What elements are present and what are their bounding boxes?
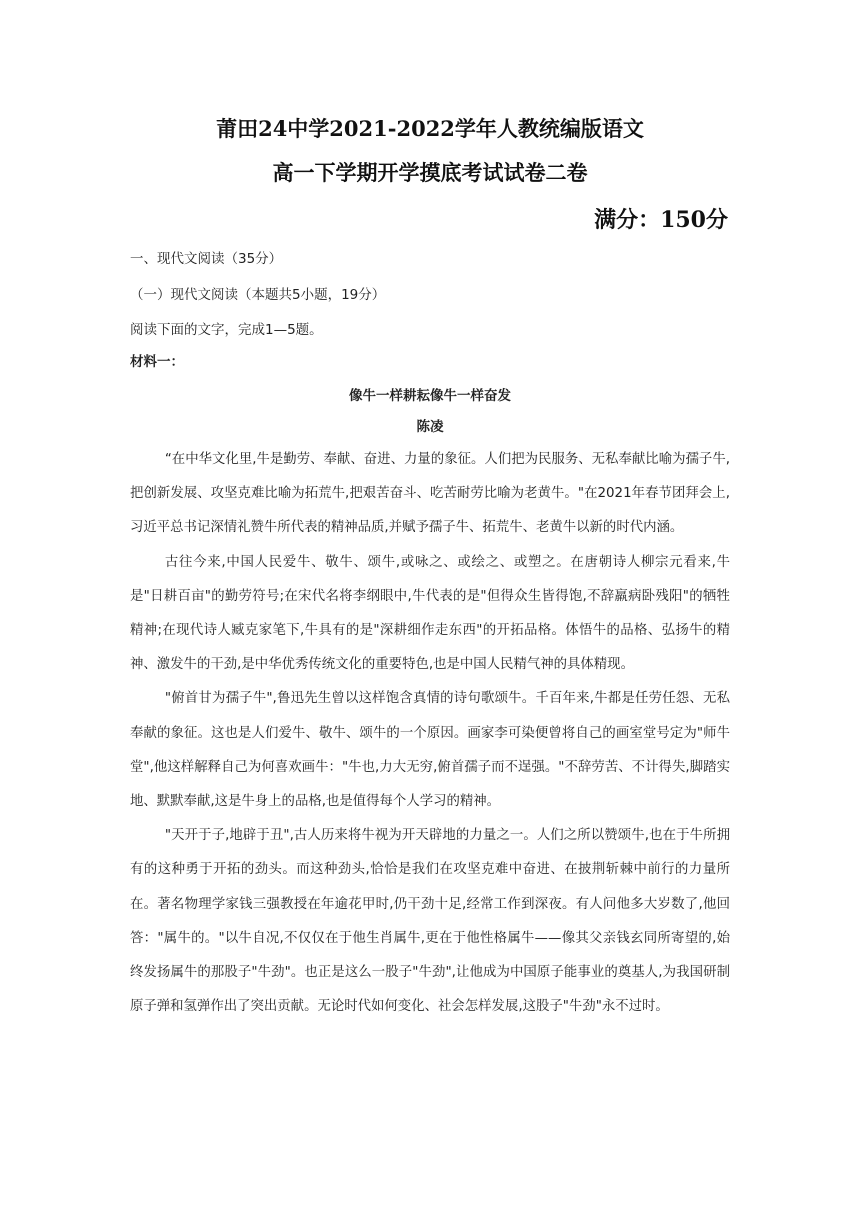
article-title: 像牛一样耕耘像牛一样奋发 — [349, 388, 511, 404]
article-paragraph: "俯首甘为孺子牛",鲁迅先生曾以这样饱含真情的诗句歌颂牛。千百年来,牛都是任劳任怨、无私奉献的象征。这也是人们爱牛、敬牛、颂牛的一个原因。画家李可染便曾将自己的画室堂号定为"师牛堂",他这样解释自己为何喜欢画牛："牛也,力大无穷,俯首孺子而不逞强。"不辞劳苦、不计得失,脚踏实地、默默奉献,这是牛身上的品格,也是值得每个人学习的精神。 — [130, 691, 730, 810]
reading-instruction: 阅读下面的文字，完成1—5题。 — [130, 322, 323, 338]
material-label: 材料一： — [130, 354, 184, 370]
section-heading: 一、现代文阅读（35分） — [130, 251, 283, 267]
exam-title-line2: 高一下学期开学摸底考试试卷二卷 — [272, 160, 588, 185]
article-paragraph: “在中华文化里,牛是勤劳、奉献、奋进、力量的象征。人们把为民服务、无私奉献比喻为孺子牛,把创新发展、攻坚克难比喻为拓荒牛,把艰苦奋斗、吃苦耐劳比喻为老黄牛。"在2021年春节团拜会上,习近平总书记深情礼赞牛所代表的精神品质,并赋予孺子牛、拓荒牛、老黄牛以新的时代内涵。 — [130, 452, 730, 536]
article-body — [130, 443, 730, 1024]
exam-title-line1: 莆田24中学2021-2022学年人教统编版语文 — [216, 116, 644, 141]
total-score: 满分：150分 — [594, 207, 728, 233]
article-paragraph: 古往今来,中国人民爱牛、敬牛、颂牛,或咏之、或绘之、或塑之。在唐朝诗人柳宗元看来,牛是"日耕百亩"的勤劳符号;在宋代名将李纲眼中,牛代表的是"但得众生皆得饱,不辞羸病卧残阳"的牺牲精神;在现代诗人臧克家笔下,牛具有的是"深耕细作走东西"的开拓品格。体悟牛的品格、弘扬牛的精神、激发牛的干劲,是中华优秀传统文化的重要特色,也是中国人民精气神的具体精现。 — [130, 554, 730, 673]
article-paragraph: "天开于子,地辟于丑",古人历来将牛视为开天辟地的力量之一。人们之所以赞颂牛,也在于牛所拥有的这种勇于开拓的劲头。而这种劲头,恰恰是我们在攻坚克难中奋进、在披荆斩棘中前行的力量所在。著名物理学家钱三强教授在年逾花甲时,仍干劲十足,经常工作到深夜。有人问他多大岁数了,他回答："属牛的。"以牛自况,不仅仅在于他生肖属牛,更在于他性格属牛——像其父亲钱玄同所寄望的,始终发扬属牛的那股子"牛劲"。也正是这么一股子"牛劲",让他成为中国原子能事业的奠基人,为我国研制原子弹和氢弹作出了突出贡献。无论时代如何变化、社会怎样发展,这股子"牛劲"永不过时。 — [130, 828, 730, 1015]
subsection-heading: （一）现代文阅读（本题共5小题，19分） — [130, 287, 386, 303]
article-author: 陈凌 — [416, 419, 444, 435]
